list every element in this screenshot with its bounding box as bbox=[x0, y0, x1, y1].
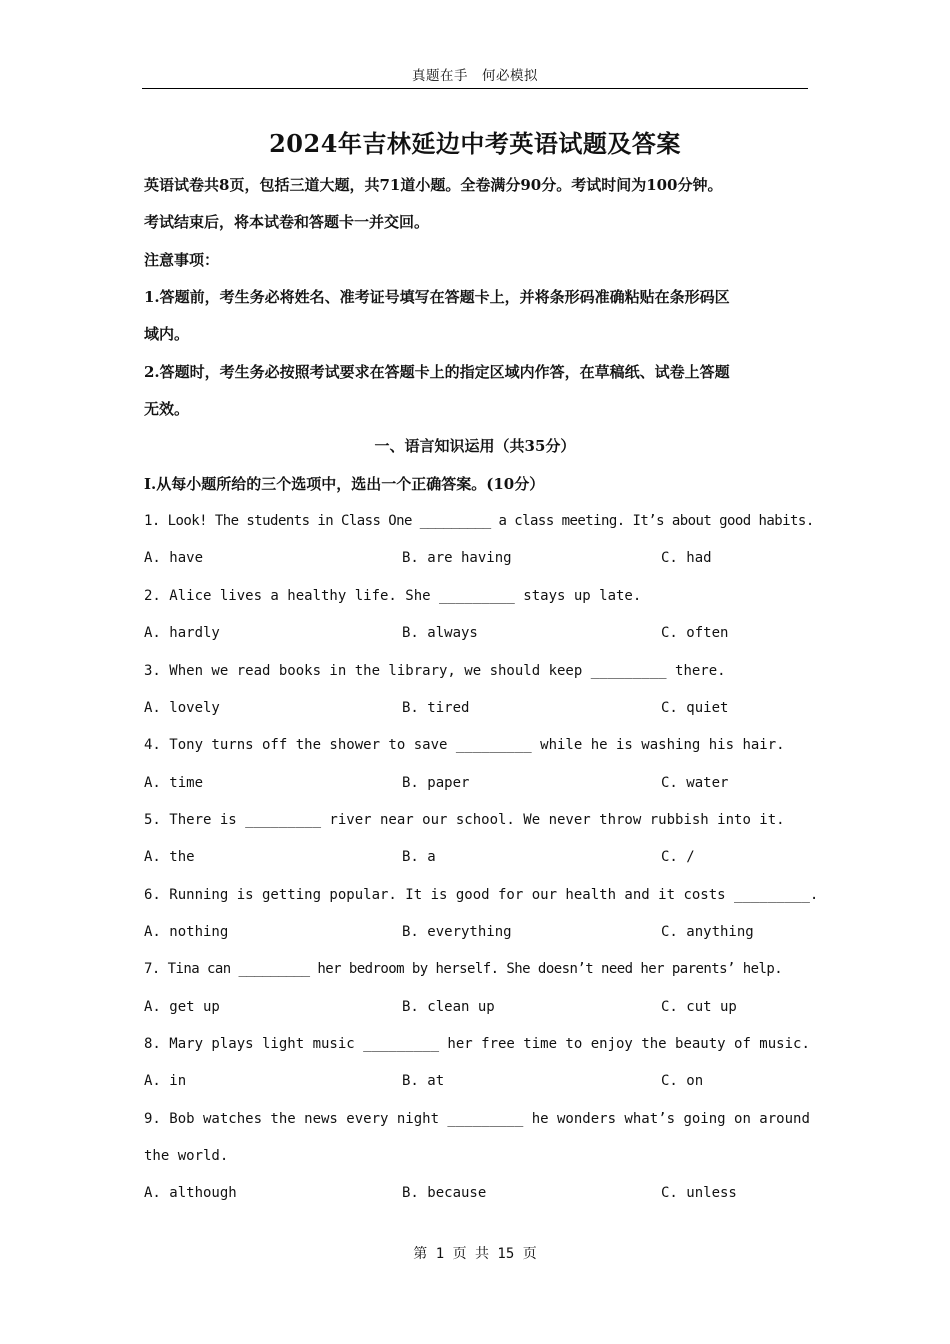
note-1-line-2: 域内。 bbox=[144, 325, 190, 343]
option-a: A. hardly bbox=[144, 625, 220, 641]
option-c: C. water bbox=[661, 775, 729, 791]
option-a: A. nothing bbox=[144, 924, 229, 940]
question-9: 9. Bob watches the news every night _________ he wonders what’s going on around bbox=[144, 1111, 810, 1127]
question-9-continuation: the world. bbox=[144, 1148, 229, 1164]
option-c: C. unless bbox=[661, 1185, 737, 1201]
question-3: 3. When we read books in the library, we should keep _________ there. bbox=[144, 663, 726, 679]
option-b: B. at bbox=[402, 1073, 445, 1089]
note-2-line-2: 无效。 bbox=[144, 400, 190, 418]
question-5-options bbox=[144, 847, 810, 867]
intro-line-2: 考试结束后，将本试卷和答题卡一并交回。 bbox=[144, 213, 430, 231]
question-2: 2. Alice lives a healthy life. She _________ stays up late. bbox=[144, 588, 642, 604]
question-4: 4. Tony turns off the shower to save _________ while he is washing his hair. bbox=[144, 737, 785, 753]
question-9-options bbox=[144, 1183, 810, 1203]
option-b: B. always bbox=[402, 625, 478, 641]
note-2-line-1: 2.答题时，考生务必按照考试要求在答题卡上的指定区域内作答，在草稿纸、试卷上答题 bbox=[144, 363, 730, 381]
option-c: C. cut up bbox=[661, 999, 737, 1015]
question-1-options bbox=[144, 548, 810, 568]
note-1-line-1: 1.答题前，考生务必将姓名、准考证号填写在答题卡上，并将条形码准确粘贴在条形码区 bbox=[144, 288, 730, 306]
question-7: 7. Tina can _________ her bedroom by herself. She doesn’t need her parents’ help. bbox=[144, 961, 783, 977]
option-b: B. are having bbox=[402, 550, 512, 566]
option-c: C. had bbox=[661, 550, 712, 566]
option-b: B. tired bbox=[402, 700, 470, 716]
question-8-options bbox=[144, 1071, 810, 1091]
option-a: A. in bbox=[144, 1073, 187, 1089]
option-c: C. quiet bbox=[661, 700, 729, 716]
section-title: 一、语言知识运用（共35分） bbox=[374, 437, 576, 455]
question-6-options bbox=[144, 922, 810, 942]
question-6: 6. Running is getting popular. It is good for our health and it costs _________. bbox=[144, 887, 819, 903]
notice-heading: 注意事项： bbox=[144, 251, 220, 269]
option-c: C. / bbox=[661, 849, 695, 865]
option-a: A. the bbox=[144, 849, 195, 865]
part-title: Ⅰ.从每小题所给的三个选项中，选出一个正确答案。(10分） bbox=[144, 475, 545, 493]
option-b: B. everything bbox=[402, 924, 512, 940]
option-b: B. clean up bbox=[402, 999, 495, 1015]
question-5: 5. There is _________ river near our school. We never throw rubbish into it. bbox=[144, 812, 785, 828]
option-a: A. lovely bbox=[144, 700, 220, 716]
option-c: C. often bbox=[661, 625, 729, 641]
question-2-options bbox=[144, 623, 810, 643]
option-a: A. although bbox=[144, 1185, 237, 1201]
document-title: 2024年吉林延边中考英语试题及答案 bbox=[269, 129, 681, 158]
option-a: A. get up bbox=[144, 999, 220, 1015]
option-b: B. paper bbox=[402, 775, 470, 791]
option-c: C. anything bbox=[661, 924, 754, 940]
question-3-options bbox=[144, 698, 810, 718]
option-b: B. because bbox=[402, 1185, 487, 1201]
question-7-options bbox=[144, 997, 810, 1017]
intro-line-1: 英语试卷共8页，包括三道大题，共71道小题。全卷满分90分。考试时间为100分钟。 bbox=[144, 176, 723, 194]
header-divider bbox=[142, 88, 808, 89]
question-8: 8. Mary plays light music _________ her free time to enjoy the beauty of music. bbox=[144, 1036, 810, 1052]
option-a: A. have bbox=[144, 550, 204, 566]
question-4-options bbox=[144, 773, 810, 793]
option-a: A. time bbox=[144, 775, 204, 791]
option-c: C. on bbox=[661, 1073, 704, 1089]
page-header: 真题在手 何必模拟 bbox=[412, 68, 538, 84]
page-footer: 第 1 页 共 15 页 bbox=[413, 1246, 537, 1262]
option-b: B. a bbox=[402, 849, 436, 865]
question-1: 1. Look! The students in Class One _________ a class meeting. It’s about good habits. bbox=[144, 513, 814, 529]
